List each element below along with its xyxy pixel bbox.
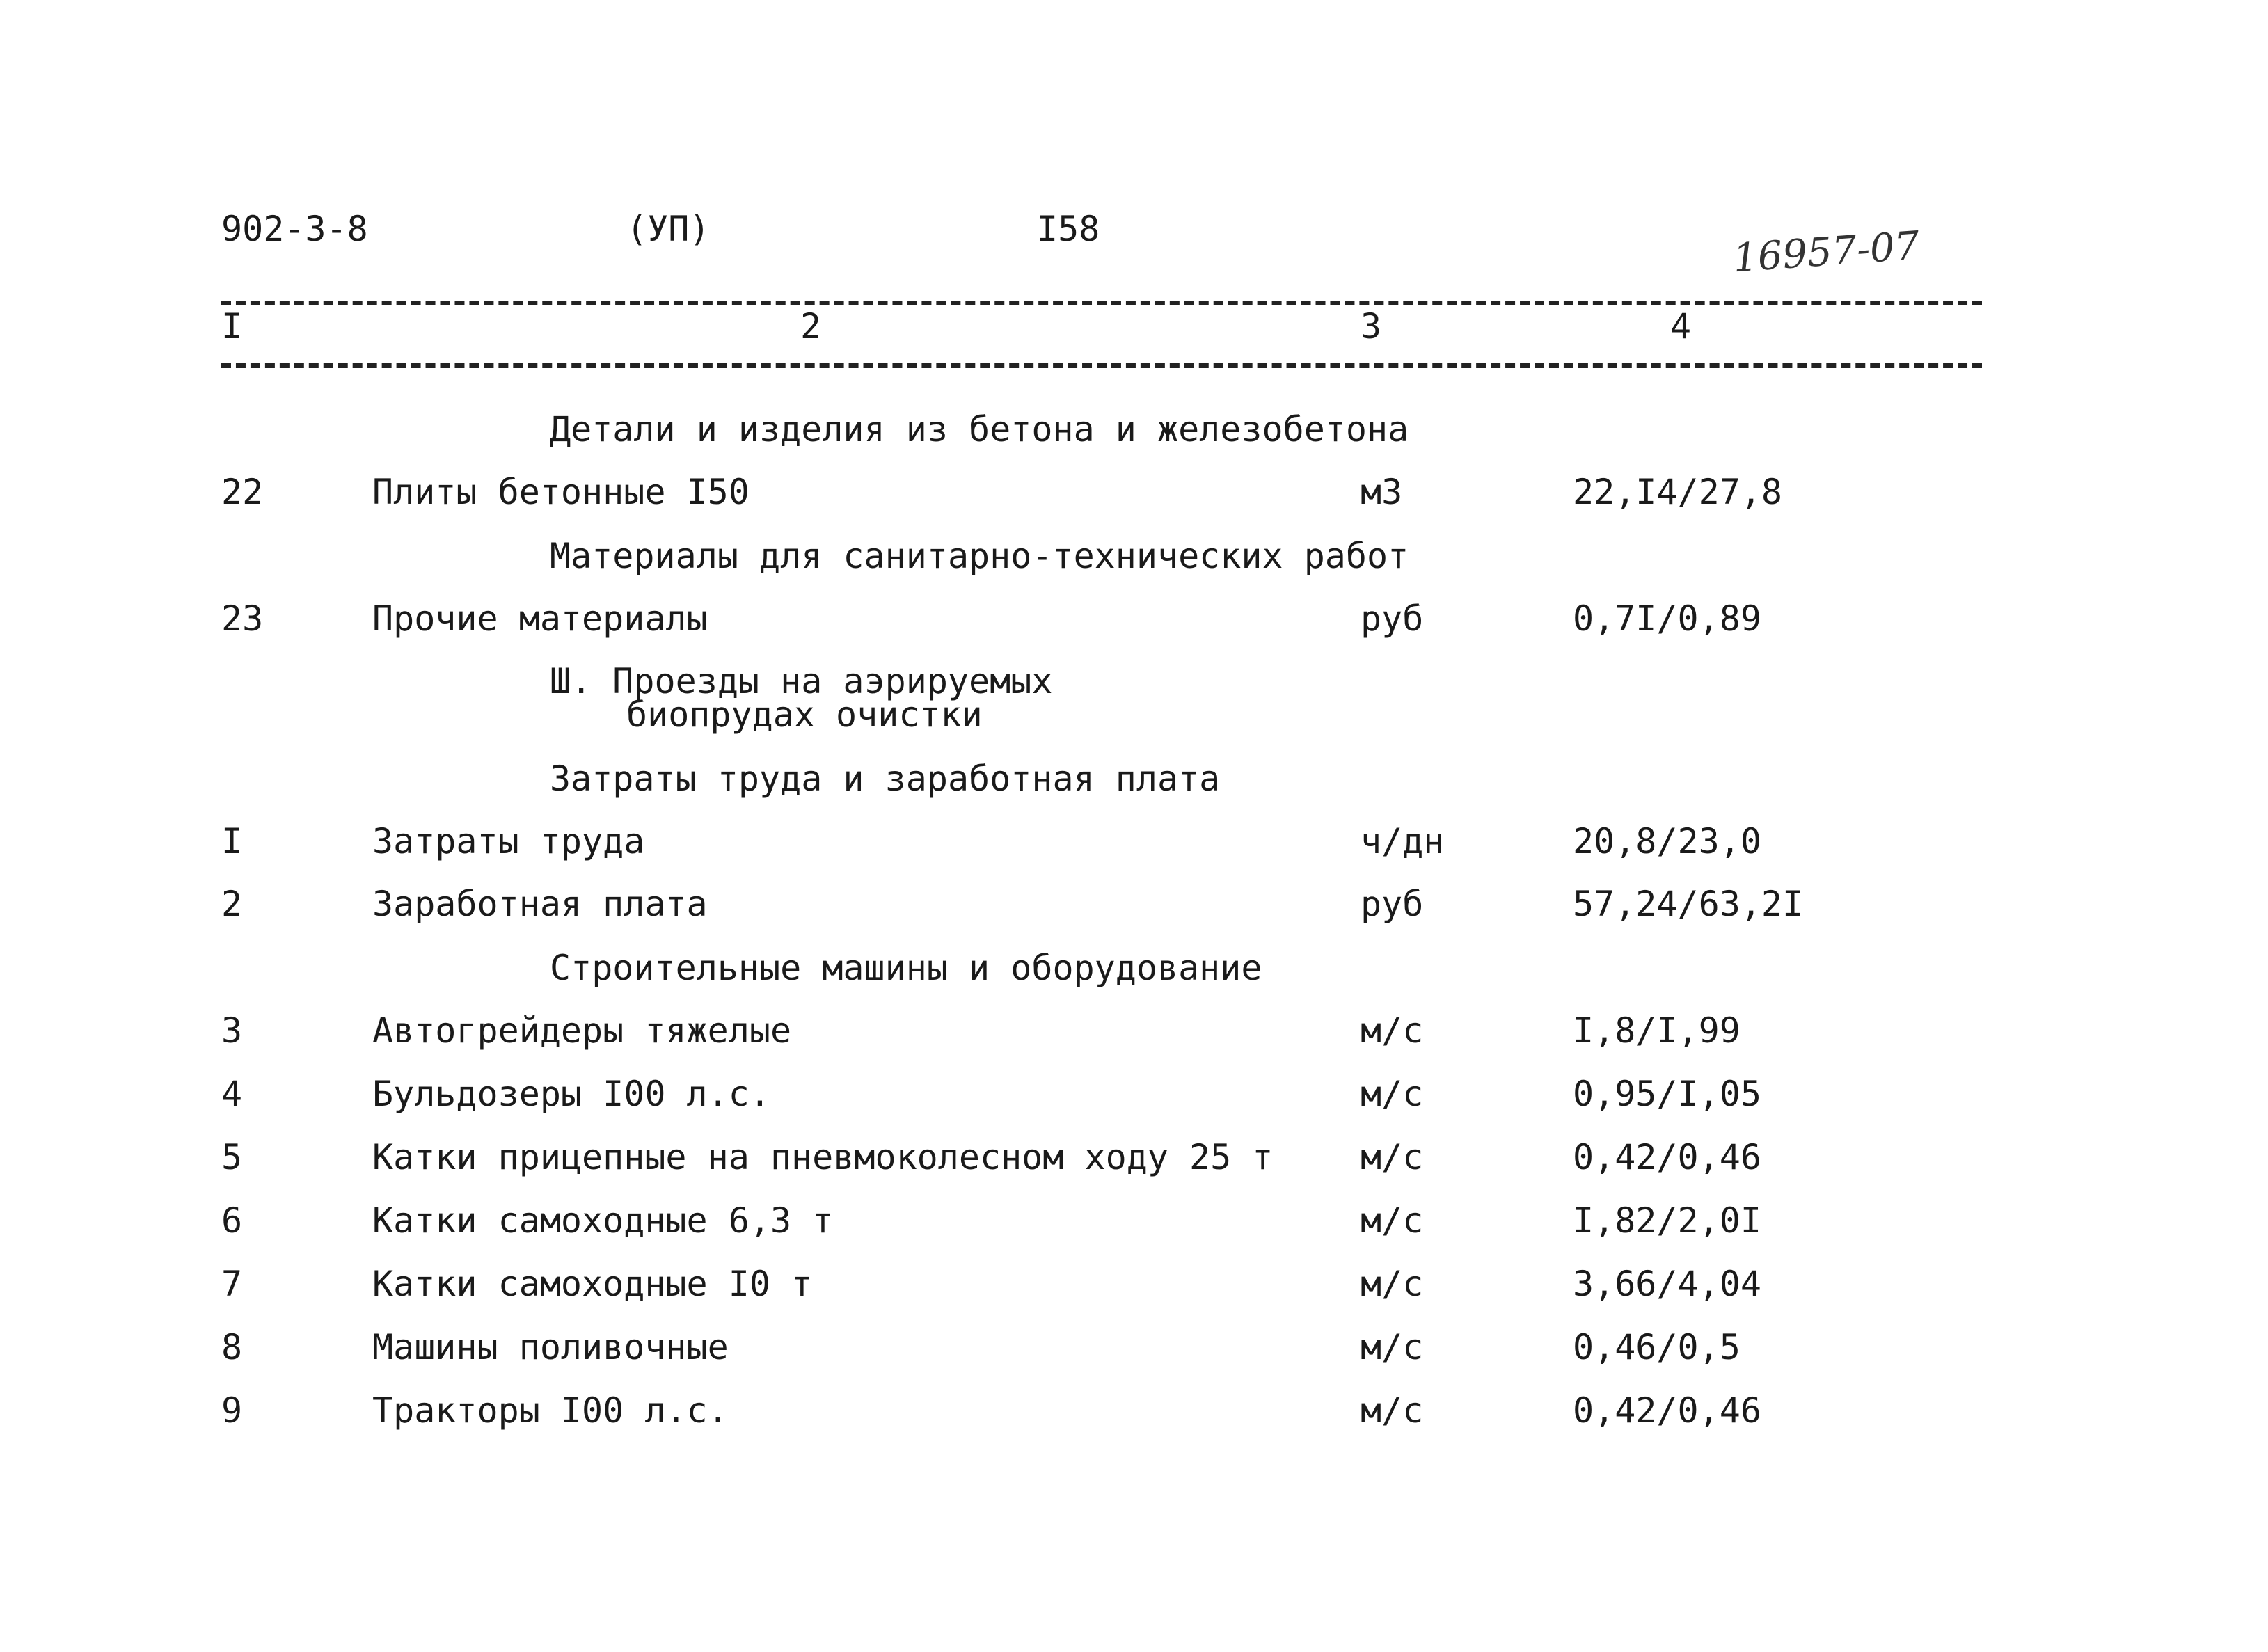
row-name: Машины поливочные (372, 1327, 729, 1367)
row-value: I,82/2,0I (1573, 1200, 1761, 1241)
row-name: Катки самоходные I0 т (372, 1264, 813, 1304)
row-unit: м/с (1361, 1137, 1424, 1177)
part-title-line1: Ш. Проезды на аэрируемых (550, 661, 1053, 701)
table-row (0, 1137, 2268, 1186)
table-row (0, 1264, 2268, 1312)
row-number: 3 (221, 1010, 243, 1051)
column-number-2: 2 (800, 306, 822, 347)
table-row (0, 884, 2268, 932)
table-row (0, 1010, 2268, 1059)
row-name: Заработная плата (372, 884, 708, 924)
row-number: 6 (221, 1200, 243, 1241)
row-unit: руб (1361, 884, 1424, 924)
table-row (0, 1327, 2268, 1376)
row-unit: м/с (1361, 1327, 1424, 1367)
row-unit: м/с (1361, 1200, 1424, 1241)
row-unit: м/с (1361, 1390, 1424, 1431)
row-name: Прочие материалы (372, 598, 708, 639)
row-value: 0,42/0,46 (1573, 1390, 1761, 1431)
row-unit: м/с (1361, 1010, 1424, 1051)
album-label: (УП) (626, 209, 711, 249)
part-title-line2: биопрудах очистки (626, 694, 983, 735)
header-divider (221, 363, 1982, 368)
row-value: 57,24/63,2I (1573, 884, 1804, 924)
row-number: 22 (221, 472, 264, 512)
row-value: I,8/I,99 (1573, 1010, 1740, 1051)
row-number: 5 (221, 1137, 243, 1177)
row-name: Катки самоходные 6,3 т (372, 1200, 834, 1241)
part-title (550, 661, 1053, 735)
doc-code: 902-3-8 (221, 209, 368, 249)
section-title: Детали и изделия из бетона и железобетона (550, 409, 1409, 450)
section-title: Затраты труда и заработная плата (550, 759, 1221, 799)
top-divider (221, 301, 1982, 305)
row-name: Затраты труда (372, 821, 645, 861)
row-unit: м/с (1361, 1074, 1424, 1114)
section-title: Строительные машины и оборудование (550, 948, 1262, 988)
row-name: Тракторы I00 л.с. (372, 1390, 729, 1431)
table-row (0, 598, 2268, 647)
row-value: 0,95/I,05 (1573, 1074, 1761, 1114)
section-title: Материалы для санитарно-технических работ (550, 536, 1409, 576)
table-row (0, 1074, 2268, 1122)
column-number-1: I (221, 306, 243, 347)
row-name: Катки прицепные на пневмоколесном ходу 25 т (372, 1137, 1274, 1177)
table-row (0, 472, 2268, 521)
row-number: 7 (221, 1264, 243, 1304)
row-number: 2 (221, 884, 243, 924)
row-value: 20,8/23,0 (1573, 821, 1761, 861)
row-unit: руб (1361, 598, 1424, 639)
row-unit: м/с (1361, 1264, 1424, 1304)
row-name: Плиты бетонные I50 (372, 472, 750, 512)
row-name: Автогрейдеры тяжелые (372, 1010, 792, 1051)
row-unit: м3 (1361, 472, 1403, 512)
row-number: I (221, 821, 243, 861)
row-number: 23 (221, 598, 264, 639)
row-name: Бульдозеры I00 л.с. (372, 1074, 770, 1114)
table-row (0, 821, 2268, 870)
row-number: 9 (221, 1390, 243, 1431)
column-number-4: 4 (1670, 306, 1692, 347)
row-number: 8 (221, 1327, 243, 1367)
row-unit: ч/дн (1361, 821, 1445, 861)
row-number: 4 (221, 1074, 243, 1114)
row-value: 0,42/0,46 (1573, 1137, 1761, 1177)
row-value: 3,66/4,04 (1573, 1264, 1761, 1304)
table-row (0, 1390, 2268, 1439)
row-value: 22,I4/27,8 (1573, 472, 1783, 512)
row-value: 0,46/0,5 (1573, 1327, 1740, 1367)
column-number-3: 3 (1361, 306, 1382, 347)
handwritten-reference: 16957-07 (1731, 223, 1921, 282)
row-value: 0,7I/0,89 (1573, 598, 1761, 639)
page-number: I58 (1037, 209, 1100, 249)
table-row (0, 1200, 2268, 1249)
